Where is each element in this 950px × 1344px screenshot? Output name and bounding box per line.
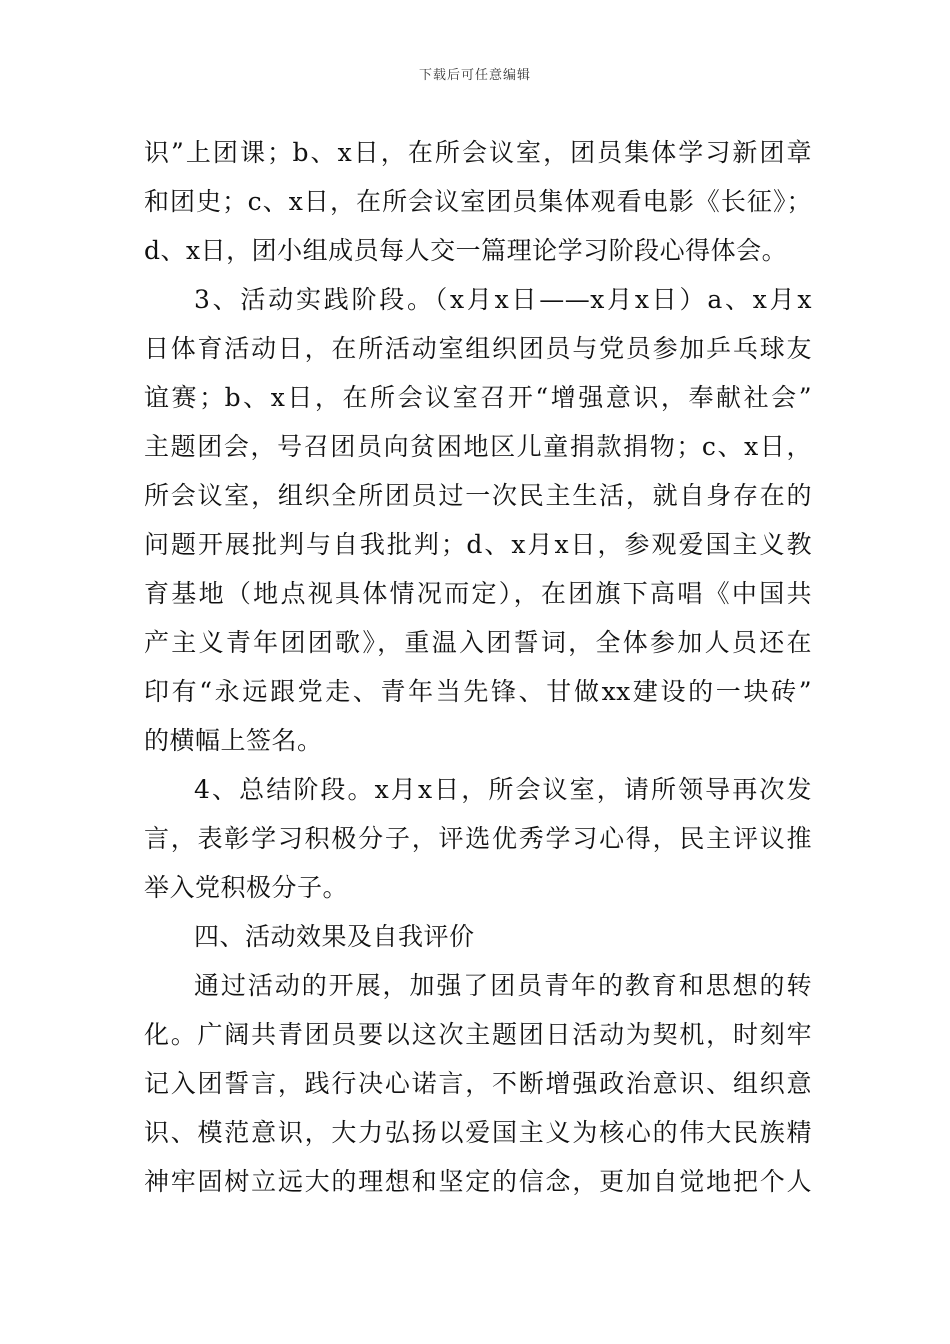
text-line: 印有“永远跟党走、青年当先锋、甘做xx建设的一块砖” [144,677,812,706]
section-heading: 四、活动效果及自我评价 [194,922,475,951]
text-line: 4、总结阶段。x月x日，所会议室，请所领导再次发 [194,775,812,804]
text-line: 3、活动实践阶段。（x月x日——x月x日）a、x月x [194,285,812,314]
text-line: 识、模范意识，大力弘扬以爱国主义为核心的伟大民族精 [144,1118,812,1147]
text-line: 化。广阔共青团员要以这次主题团日活动为契机，时刻牢 [144,1020,812,1049]
text-line: 问题开展批判与自我批判；d、x月x日，参观爱国主义教 [144,530,812,559]
text-line: 谊赛；b、x日，在所会议室召开“增强意识，奉献社会” [144,383,812,412]
document-body [144,128,812,1206]
page-header-note: 下载后可任意编辑 [418,68,531,83]
text-line: d、x日，团小组成员每人交一篇理论学习阶段心得体会。 [144,236,788,265]
text-line: 产主义青年团团歌》，重温入团誓词，全体参加人员还在 [144,628,812,657]
text-line: 日体育活动日，在所活动室组织团员与党员参加乒乓球友 [144,334,812,363]
text-line: 和团史；c、x日，在所会议室团员集体观看电影《长征》； [144,187,812,216]
text-line: 的横幅上签名。 [144,726,323,755]
text-line: 主题团会，号召团员向贫困地区儿童捐款捐物；c、x日， [144,432,812,461]
text-line: 言，表彰学习积极分子，评选优秀学习心得，民主评议推 [144,824,812,853]
text-line: 育基地（地点视具体情况而定），在团旗下高唱《中国共 [144,579,812,608]
text-line: 举入党积极分子。 [144,873,349,902]
text-line: 记入团誓言，践行决心诺言，不断增强政治意识、组织意 [144,1069,812,1098]
text-line: 所会议室，组织全所团员过一次民主生活，就自身存在的 [144,481,812,510]
text-line: 识”上团课；b、x日，在所会议室，团员集体学习新团章 [144,138,812,167]
text-line: 通过活动的开展，加强了团员青年的教育和思想的转 [194,971,812,1000]
text-line: 神牢固树立远大的理想和坚定的信念，更加自觉地把个人 [144,1167,812,1196]
